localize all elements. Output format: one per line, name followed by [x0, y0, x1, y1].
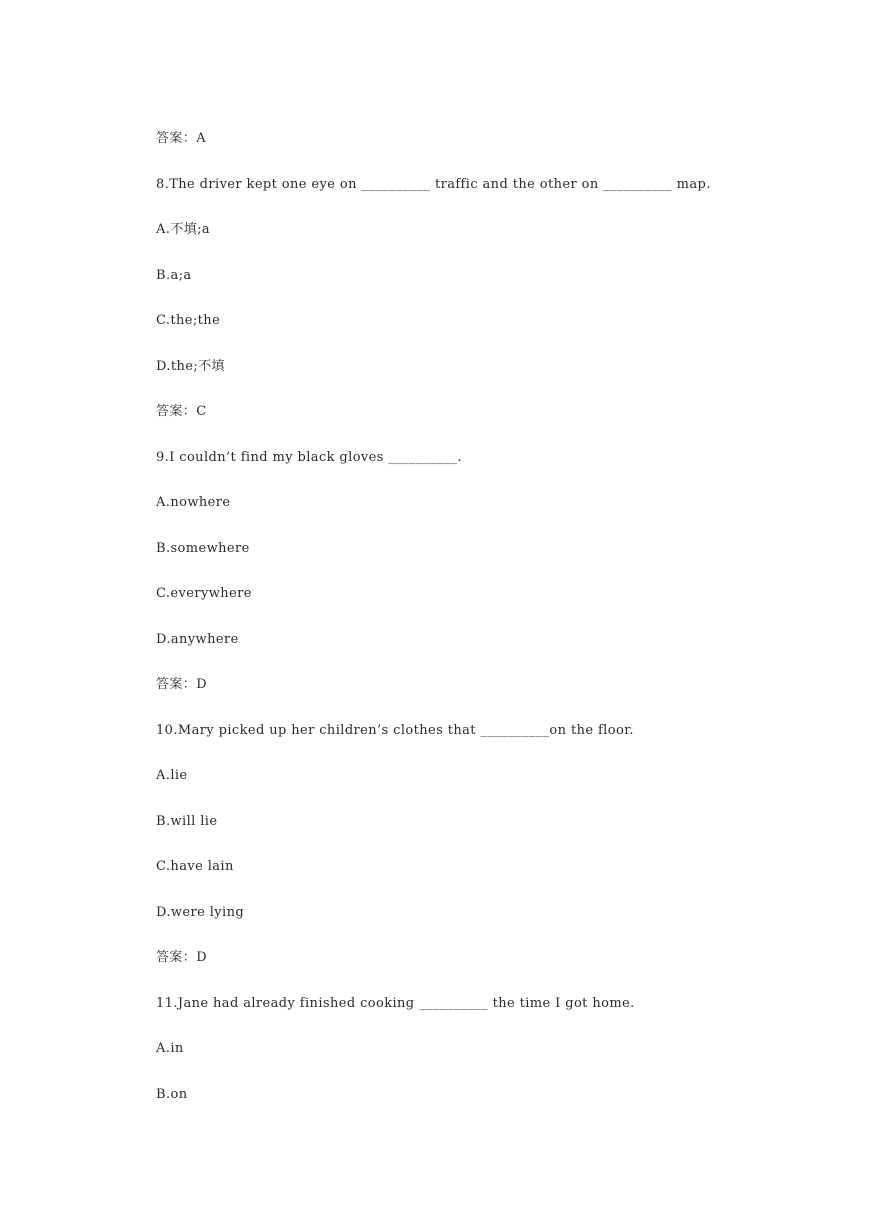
option-c: C.have lain [156, 859, 234, 874]
option-b: B.on [156, 1087, 188, 1102]
option-c: C.everywhere [156, 586, 252, 601]
option-a: A.in [156, 1041, 184, 1056]
option-a: A.lie [156, 768, 188, 783]
question-10: 10.Mary picked up her children’s clothes that __________on the floor. [156, 723, 634, 738]
answer-line: 答案：A [156, 131, 206, 146]
option-b: B.a;a [156, 268, 192, 283]
option-b: B.somewhere [156, 541, 250, 556]
option-a: A.nowhere [156, 495, 231, 510]
question-8: 8.The driver kept one eye on __________ traffic and the other on __________ map. [156, 177, 711, 192]
option-d: D.anywhere [156, 632, 239, 647]
answer-line: 答案：D [156, 950, 208, 965]
option-b: B.will lie [156, 814, 218, 829]
option-d: D.the;不填 [156, 359, 225, 374]
option-d: D.were lying [156, 905, 245, 920]
question-9: 9.I couldn’t find my black gloves __________. [156, 450, 462, 465]
answer-line: 答案：C [156, 404, 207, 419]
answer-line: 答案：D [156, 677, 208, 692]
option-c: C.the;the [156, 313, 221, 328]
option-a: A.不填;a [156, 222, 211, 237]
question-11: 11.Jane had already finished cooking __________ the time I got home. [156, 996, 635, 1011]
